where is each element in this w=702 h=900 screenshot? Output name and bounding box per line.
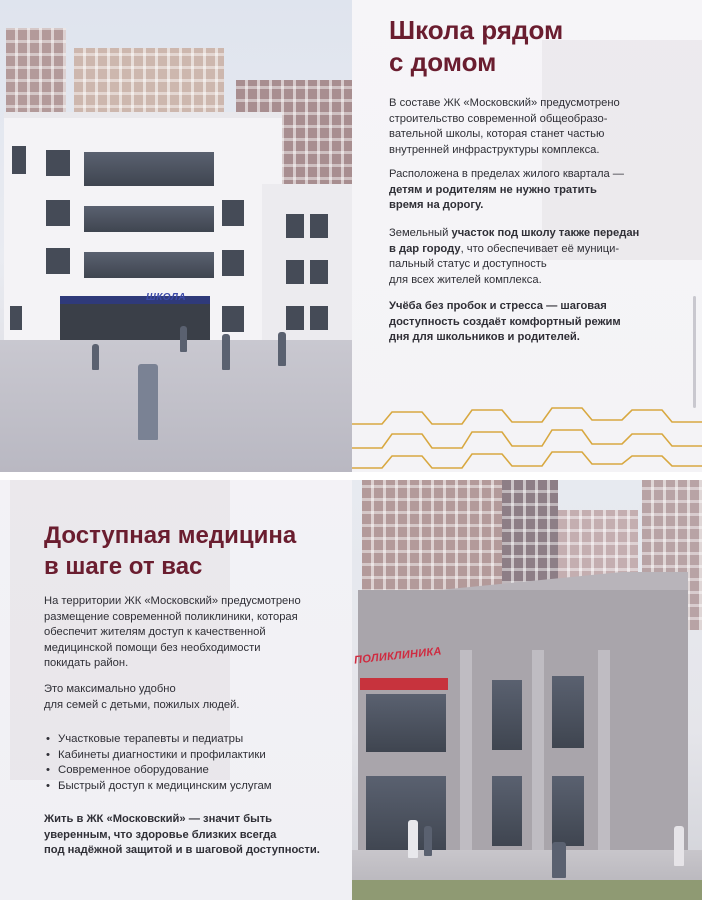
ornament-line [352, 452, 702, 468]
bold-text: время на дорогу. [389, 199, 484, 211]
bold-text: детям и родителям не нужно тратить [389, 183, 597, 196]
school-window [10, 306, 22, 330]
clinic-pillar [460, 650, 472, 860]
clinic-window [492, 680, 522, 750]
school-window-row [84, 252, 214, 278]
school-window [286, 306, 304, 330]
text-line [389, 226, 639, 242]
school-paragraph-3 [389, 226, 639, 288]
school-window [310, 214, 328, 238]
text-span: Земельный [389, 227, 452, 239]
medicine-section [0, 480, 702, 900]
school-paragraph-4 [389, 299, 621, 346]
medicine-title-line-1: Доступная медицина [44, 522, 297, 549]
school-window [46, 200, 70, 226]
text-line [389, 299, 621, 315]
bold-text: в дар городу [389, 242, 461, 255]
text-line: вательной школы, которая станет частью [389, 128, 605, 140]
text-line-bold [389, 315, 621, 331]
school-illustration [0, 0, 352, 472]
text-line [389, 242, 639, 258]
text-line: Расположена в пределах жилого квартала — [389, 168, 624, 180]
section-divider [0, 472, 702, 480]
list-item: • Кабинеты диагностики и профилактики [44, 748, 272, 764]
scrollbar[interactable] [693, 296, 696, 408]
text-line: В составе ЖК «Московский» предусмотрено [389, 97, 620, 109]
clinic-window [552, 776, 584, 846]
school-window-row [84, 206, 214, 232]
list-item: • Современное оборудование [44, 763, 272, 779]
school-window [222, 200, 244, 226]
school-building-wing [262, 184, 352, 352]
medicine-paragraph-3 [44, 812, 320, 859]
background-tower [6, 28, 66, 118]
school-window [310, 306, 328, 330]
bold-text: Учёба без пробок и стресса — [389, 300, 558, 312]
clinic-sign: ПОЛИКЛИНИКА [353, 645, 443, 667]
text-line-bold: Жить в ЖК «Московский» — значит быть [44, 813, 273, 825]
clinic-red-band [360, 678, 448, 690]
clinic-illustration [352, 480, 702, 900]
bold-text: участок под школу также передан [451, 227, 640, 239]
text-line: размещение современной поликлиники, которая [44, 610, 298, 623]
school-window-row [84, 152, 214, 186]
background-tower [74, 48, 224, 118]
school-window [310, 260, 328, 284]
school-plaza [0, 340, 352, 472]
medicine-paragraph-1 [44, 594, 301, 672]
school-title [389, 14, 563, 78]
school-window [286, 260, 304, 284]
person-figure [674, 826, 684, 866]
school-window [46, 248, 70, 274]
person-figure [138, 364, 158, 440]
text-line: покидать район. [44, 657, 129, 669]
text-span: , что обеспечивает её муници- [460, 242, 620, 255]
school-paragraph-1 [389, 96, 620, 158]
school-window [46, 150, 70, 176]
clinic-pillar [532, 650, 544, 860]
text-line: для семей с детьми, пожилых людей. [44, 698, 240, 711]
text-line: для всех жителей комплекса. [389, 273, 542, 286]
text-line-bold: уверенным, что здоровье близких всегда [44, 828, 277, 841]
medicine-title-line-2: в шаге от вас [44, 553, 203, 580]
clinic-window [366, 694, 446, 752]
clinic-window [492, 776, 522, 846]
bold-text: доступность создаёт комфортный режим [389, 315, 621, 328]
text-line: строительство современной общеобразо- [389, 112, 608, 125]
school-window [222, 306, 244, 332]
school-title-line-1: Школа рядом [389, 15, 564, 45]
gold-ornament [352, 404, 702, 472]
person-figure [222, 334, 230, 370]
school-sign: ШКОЛА [146, 292, 187, 303]
person-figure [552, 842, 566, 878]
clinic-window [366, 776, 446, 854]
text-line: обеспечит жителям доступ к качественной [44, 626, 266, 638]
text-line: пальный статус и доступность [389, 258, 547, 270]
person-figure [408, 820, 418, 858]
person-figure [424, 826, 432, 856]
person-figure [278, 332, 286, 366]
text-line: внутренней инфраструктуры комплекса. [389, 143, 600, 156]
clinic-window [552, 676, 584, 748]
medicine-paragraph-2 [44, 682, 239, 713]
text-line: медицинской помощи без необходимости [44, 641, 261, 654]
clinic-pillar [598, 650, 610, 860]
text-line-bold [389, 183, 624, 199]
text-line-bold: под надёжной защитой и в шаговой доступности. [44, 844, 320, 856]
school-window [222, 250, 244, 276]
text-line: Это максимально удобно [44, 683, 176, 695]
text-line-bold [389, 198, 624, 214]
ornament-line [352, 408, 702, 424]
clinic-grass [352, 880, 702, 900]
person-figure [180, 326, 187, 352]
school-window [12, 146, 26, 174]
medicine-title [44, 520, 296, 582]
list-item: • Участковые терапевты и педиатры [44, 732, 272, 748]
person-figure [92, 344, 99, 370]
text-line: На территории ЖК «Московский» предусмотрено [44, 595, 301, 607]
bold-text: шаговая [557, 300, 607, 312]
list-item: • Быстрый доступ к медицинским услугам [44, 779, 272, 795]
school-paragraph-2 [389, 167, 624, 214]
school-window [286, 214, 304, 238]
ornament-line [352, 430, 702, 448]
text-line-bold [389, 330, 621, 346]
bold-text: дня для школьников и родителей. [389, 331, 580, 343]
school-title-line-2: с домом [389, 47, 497, 77]
medicine-feature-list [44, 732, 272, 794]
